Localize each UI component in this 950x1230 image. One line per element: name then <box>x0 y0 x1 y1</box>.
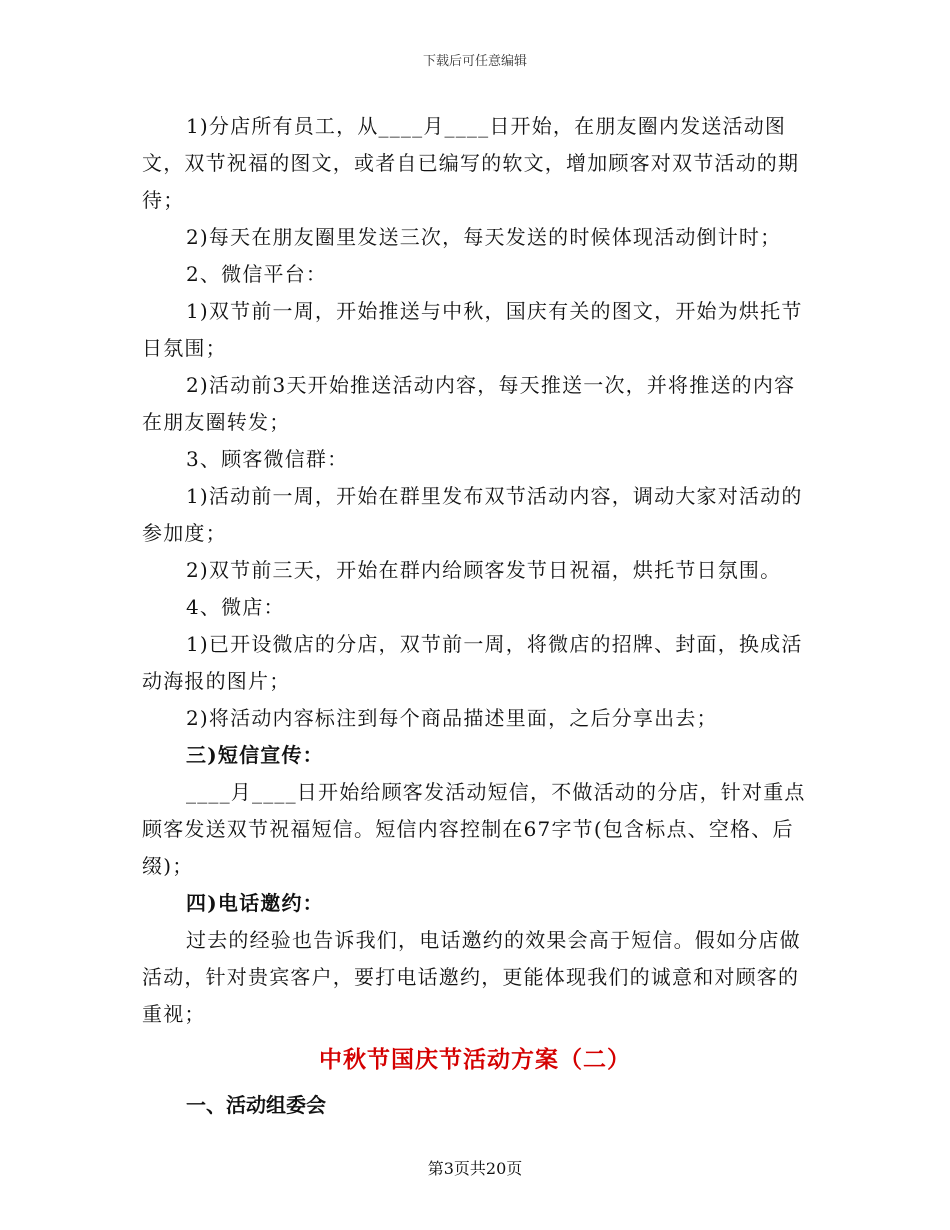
paragraph: 1)已开设微店的分店，双节前一周，将微店的招牌、封面，换成活动海报的图片； <box>142 632 803 693</box>
paragraph: 3、顾客微信群： <box>186 447 349 471</box>
paragraph: 2)双节前三天，开始在群内给顾客发节日祝福，烘托节日氛围。 <box>186 558 782 582</box>
paragraph: 2)每天在朋友圈里发送三次，每天发送的时候体现活动倒计时； <box>186 225 782 249</box>
paragraph: 过去的经验也告诉我们，电话邀约的效果会高于短信。假如分店做活动，针对贵宾客户，要打电话邀约，更能体现我们的诚意和对顾客的重视； <box>142 928 801 1026</box>
paragraph: 1)双节前一周，开始推送与中秋，国庆有关的图文，开始为烘托节日氛围； <box>142 299 803 360</box>
section-heading: 一、活动组委会 <box>186 1093 326 1117</box>
paragraph: 1)活动前一周，开始在群里发布双节活动内容，调动大家对活动的参加度； <box>142 484 803 545</box>
document-body <box>142 108 808 1125</box>
subheading-phone: 四)电话邀约： <box>186 891 324 915</box>
paragraph: 2)将活动内容标注到每个商品描述里面，之后分享出去； <box>186 706 718 730</box>
subheading-sms: 三)短信宣传： <box>186 743 324 767</box>
paragraph: 2、微信平台： <box>186 262 328 286</box>
paragraph: 4、微店： <box>186 595 285 619</box>
paragraph: 1)分店所有员工，从____月____日开始，在朋友圈内发送活动图文，双节祝福的图文，或者自已编写的软文，增加顾客对双节活动的期待； <box>142 114 800 212</box>
document-title: 中秋节国庆节活动方案（二） <box>319 1046 631 1073</box>
paragraph: ____月____日开始给顾客发活动短信，不做活动的分店，针对重点顾客发送双节祝福短信。短信内容控制在67字节(包含标点、空格、后缀)； <box>142 780 806 878</box>
page-footer: 第3页共20页 <box>427 1159 523 1178</box>
page-header: 下载后可任意编辑 <box>422 54 527 69</box>
paragraph: 2)活动前3天开始推送活动内容，每天推送一次，并将推送的内容在朋友圈转发； <box>142 373 796 434</box>
